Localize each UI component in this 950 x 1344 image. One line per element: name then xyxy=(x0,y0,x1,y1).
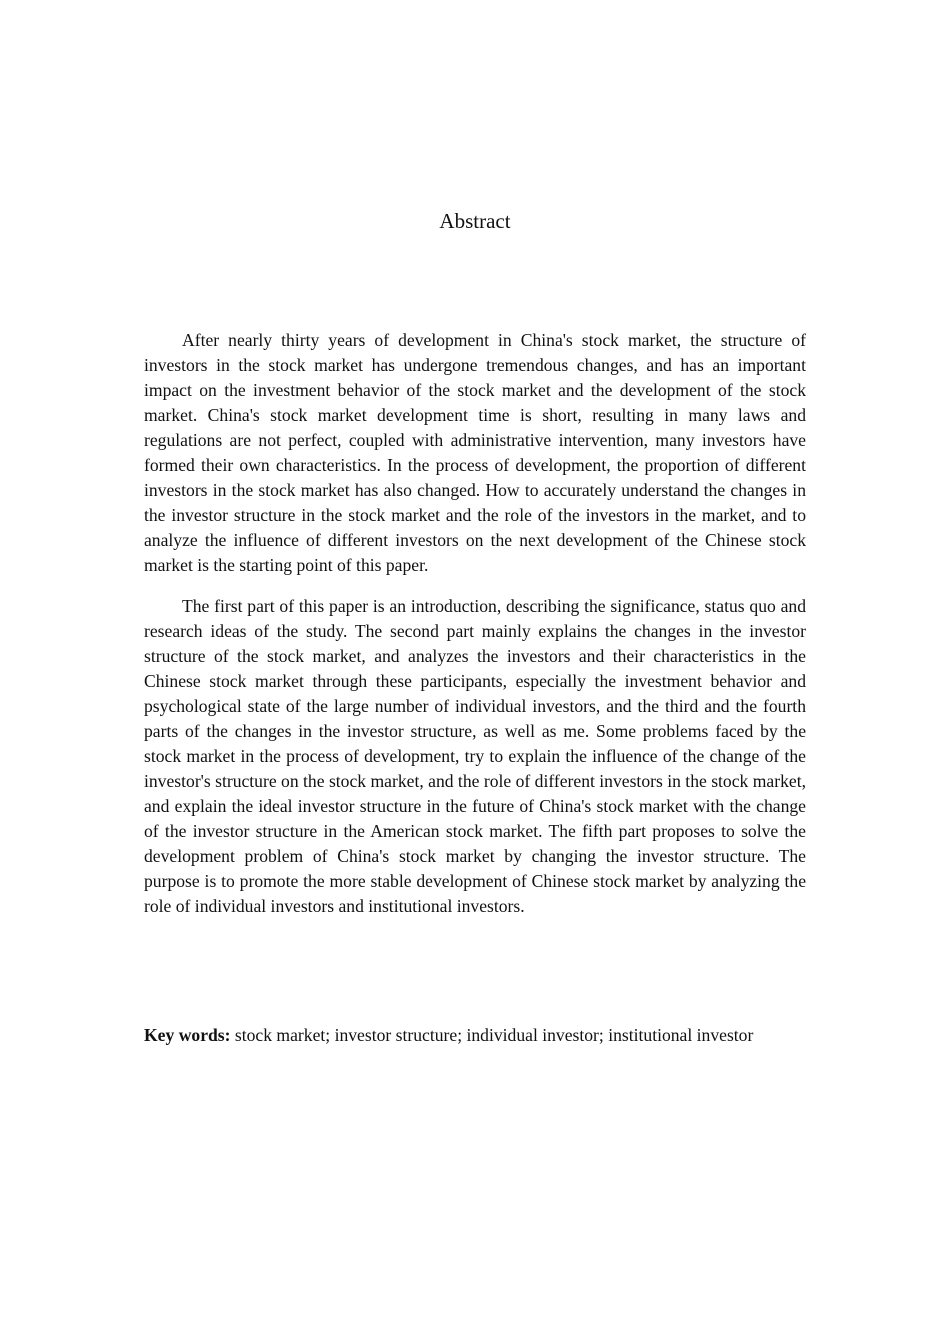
page-title: Abstract xyxy=(439,209,511,233)
keywords-label: Key words: xyxy=(144,1025,231,1045)
abstract-paragraph-2: The first part of this paper is an introduction, describing the significance, status quo and research ideas of the study. The second part mainly explains the changes in the investor structure of the stock market, and analyzes the investors and their characteristics in the Chinese stock market through these participants, especially the investment behavior and psychological state of the large number of individual investors, and the third and the fourth parts of the changes in the investor structure, as well as me. Some problems faced by the stock market in the process of development, try to explain the influence of the change of the investor's structure on the stock market, and the role of different investors in the stock market, and explain the ideal investor structure in the future of China's stock market with the change of the investor structure in the American stock market. The fifth part proposes to solve the development problem of China's stock market by changing the investor structure. The purpose is to promote the more stable development of Chinese stock market by analyzing the role of individual investors and institutional investors. xyxy=(144,596,806,916)
abstract-body xyxy=(144,328,806,935)
abstract-paragraph-1: After nearly thirty years of development in China's stock market, the structure of investors in the stock market has undergone tremendous changes, and has an important impact on the investment behavior of the stock market and the development of the stock market. China's stock market development time is short, resulting in many laws and regulations are not perfect, coupled with administrative intervention, many investors have formed their own characteristics. In the process of development, the proportion of different investors in the stock market has also changed. How to accurately understand the changes in the investor structure in the stock market and the role of the investors in the market, and to analyze the influence of different investors on the next development of the Chinese stock market is the starting point of this paper. xyxy=(144,330,806,575)
keywords-text: stock market; investor structure; individual investor; institutional investor xyxy=(230,1025,754,1045)
keywords-line xyxy=(144,1023,806,1048)
